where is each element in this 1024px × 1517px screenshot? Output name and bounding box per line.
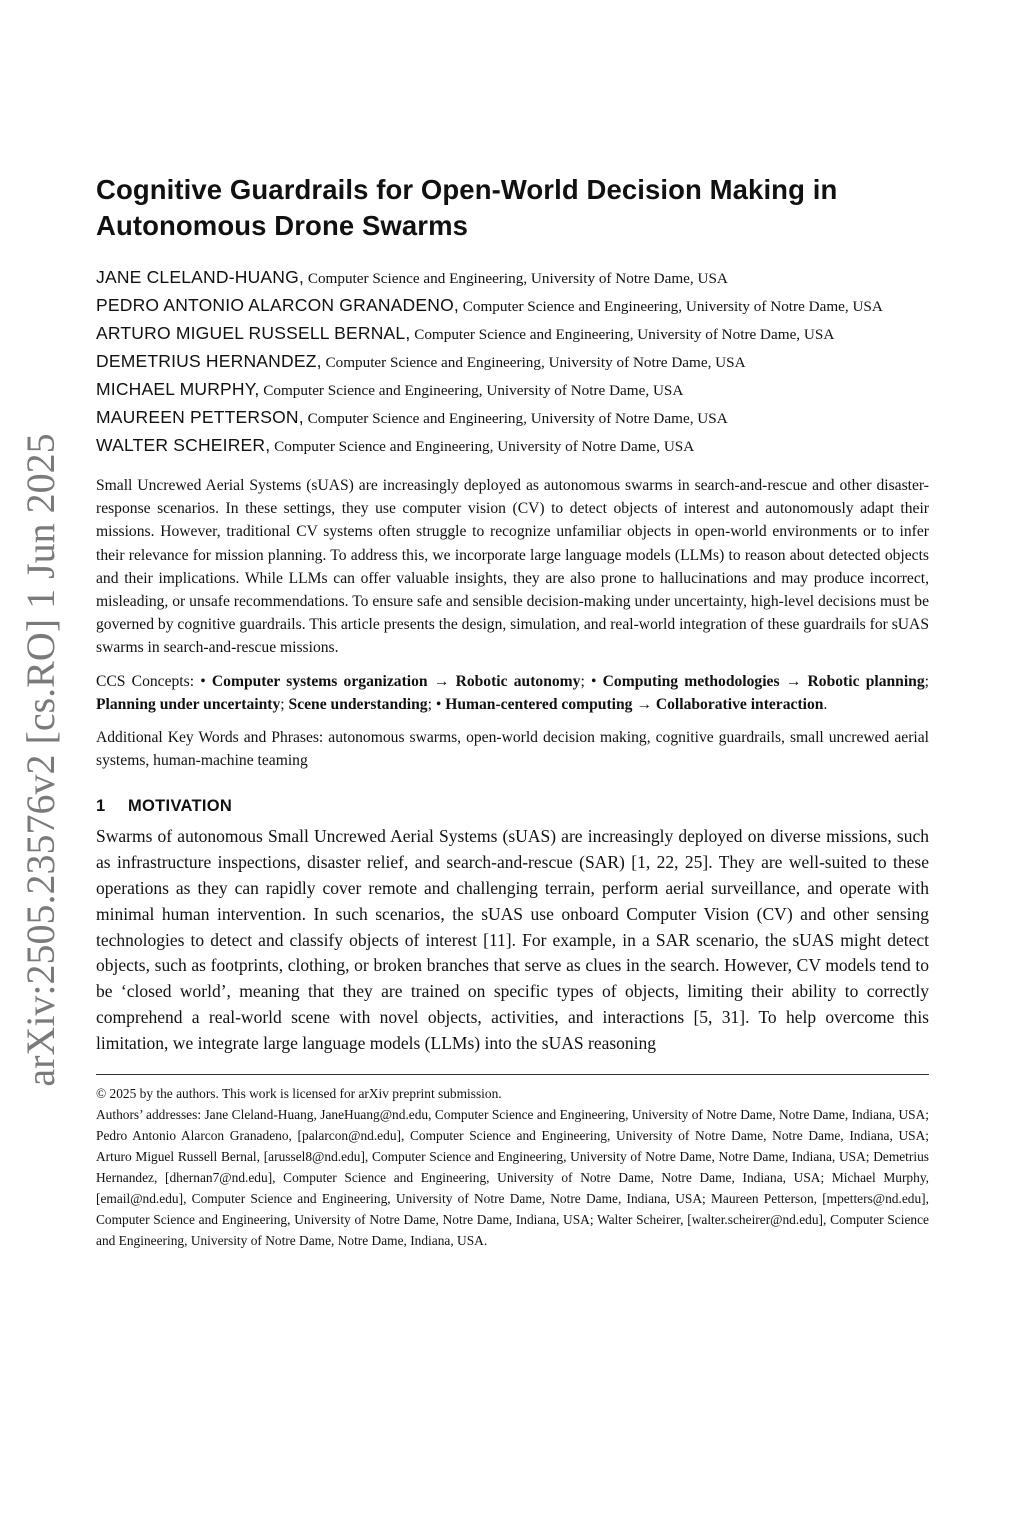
author-entry (96, 348, 929, 376)
ccs-concepts (96, 670, 929, 716)
keywords: Additional Key Words and Phrases: autonomous swarms, open-world decision making, cognitive guardrails, small uncrewed aerial systems, human-machine teaming (96, 729, 929, 770)
author-entry (96, 320, 929, 348)
author-affiliation: Computer Science and Engineering, University of Notre Dame, USA (307, 410, 728, 427)
paper-title: Cognitive Guardrails for Open-World Decision Making in Autonomous Drone Swarms (96, 174, 838, 241)
author-name: DEMETRIUS HERNANDEZ, (96, 351, 322, 371)
author-name: ARTURO MIGUEL RUSSELL BERNAL, (96, 323, 411, 343)
ccs-separator: ; (924, 672, 929, 690)
author-name: PEDRO ANTONIO ALARCON GRANADENO, (96, 295, 459, 315)
author-entry (96, 432, 929, 460)
section-heading (96, 794, 929, 818)
arxiv-identifier-text: arXiv:2505.23576v2 [cs.RO] 1 Jun 2025 (18, 433, 63, 1087)
author-affiliation: Computer Science and Engineering, University of Notre Dame, USA (307, 270, 728, 287)
ccs-separator: ; • (427, 695, 446, 713)
ccs-concept: Human-centered computing → Collaborative interaction (445, 695, 824, 713)
author-addresses: Authors’ addresses: Jane Cleland-Huang, JaneHuang@nd.edu, Computer Science and Engineering, University of Notre Dame, Notre Dame, Indiana, USA; Pedro Antonio Alarcon Granadeno, [palarcon@nd.edu], Computer Science and Engineering, University of Notre Dame, Notre Dame, Indiana, USA; Arturo Miguel Russell Bernal, [arussel8@nd.edu], Computer Science and Engineering, University of Notre Dame, Notre Dame, Indiana, USA; Demetrius Hernandez, [dhernan7@nd.edu], Computer Science and Engineering, University of Notre Dame, Notre Dame, Indiana, USA; Michael Murphy, [email@nd.edu], Computer Science and Engineering, University of Notre Dame, Notre Dame, Indiana, USA; Maureen Petterson, [mpetters@nd.edu], Computer Science and Engineering, University of Notre Dame, Notre Dame, Indiana, USA; Walter Scheirer, [walter.scheirer@nd.edu], Computer Science and Engineering, University of Notre Dame, Notre Dame, Indiana, USA. (96, 1107, 929, 1249)
license-note: © 2025 by the authors. This work is licensed for arXiv preprint submission. (96, 1086, 502, 1102)
ccs-label: CCS Concepts: (96, 672, 195, 690)
author-affiliation: Computer Science and Engineering, University of Notre Dame, USA (462, 298, 883, 315)
author-name: WALTER SCHEIRER, (96, 435, 271, 455)
paper-first-page (96, 172, 929, 1251)
author-affiliation: Computer Science and Engineering, University of Notre Dame, USA (274, 438, 695, 455)
ccs-concept: Scene understanding (288, 695, 428, 713)
author-entry (96, 264, 929, 292)
author-affiliation: Computer Science and Engineering, University of Notre Dame, USA (263, 382, 684, 399)
section-title: MOTIVATION (128, 797, 233, 816)
ccs-concept: Planning under uncertainty (96, 695, 281, 713)
ccs-separator: • (194, 672, 212, 690)
author-list (96, 264, 929, 460)
author-entry (96, 376, 929, 404)
author-name: MICHAEL MURPHY, (96, 379, 260, 399)
ccs-separator: ; • (580, 672, 603, 690)
ccs-concept: Computer systems organization → Robotic autonomy (211, 672, 581, 690)
author-name: MAUREEN PETTERSON, (96, 407, 304, 427)
ccs-separator: ; (280, 695, 289, 713)
abstract: Small Uncrewed Aerial Systems (sUAS) are increasingly deployed as autonomous swarms in search-and-rescue and other disaster-response scenarios. In these settings, they use computer vision (CV) to detect objects of interest and autonomously adapt their missions. However, traditional CV systems often struggle to recognize unfamiliar objects in open-world environments or to infer their relevance for mission planning. To address this, we incorporate large language models (LLMs) to reason about detected objects and their implications. While LLMs can offer valuable insights, they are also prone to hallucinations and may produce incorrect, misleading, or unsafe recommendations. To ensure safe and sensible decision-making under uncertainty, high-level decisions must be governed by cognitive guardrails. This article presents the design, simulation, and real-world integration of these guardrails for sUAS swarms in search-and-rescue missions. (96, 477, 929, 657)
author-entry (96, 404, 929, 432)
section-number: 1 (96, 797, 106, 816)
ccs-concept: Computing methodologies → Robotic planning (602, 672, 925, 690)
motivation-paragraph: Swarms of autonomous Small Uncrewed Aerial Systems (sUAS) are increasingly deployed on diverse missions, such as infrastructure inspections, disaster relief, and search-and-rescue (SAR) [1, 22, 25]. They are well-suited to these operations as they can rapidly cover remote and challenging terrain, perform aerial surveillance, and operate with minimal human intervention. In such scenarios, the sUAS use onboard Computer Vision (CV) and other sensing technologies to detect and classify objects of interest [11]. For example, in a SAR scenario, the sUAS might detect objects, such as footprints, clothing, or broken branches that serve as clues in the search. However, CV models tend to be ‘closed world’, meaning that they are trained on specific types of objects, limiting their ability to correctly comprehend a real-world scene with novel objects, activities, and interactions [5, 31]. To help overcome this limitation, we integrate large language models (LLMs) into the sUAS reasoning (96, 826, 929, 1053)
footnote-divider (96, 1074, 929, 1075)
author-entry (96, 292, 929, 320)
author-affiliation: Computer Science and Engineering, University of Notre Dame, USA (325, 354, 746, 371)
author-name: JANE CLELAND-HUANG, (96, 267, 305, 287)
ccs-separator: . (823, 695, 828, 713)
author-affiliation: Computer Science and Engineering, University of Notre Dame, USA (414, 326, 835, 343)
